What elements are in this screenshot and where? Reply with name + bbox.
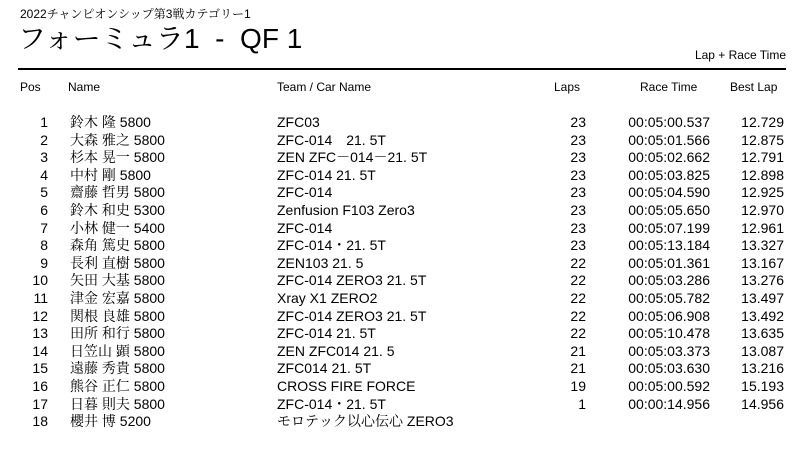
row-pos: 5 [40, 184, 48, 201]
table-row [0, 360, 800, 378]
row-name: 長利 直樹 5800 [70, 254, 165, 271]
col-header-pos: Pos [20, 80, 41, 94]
row-team: Xray X1 ZERO2 [277, 289, 378, 306]
row-race-time: 00:05:10.478 [628, 325, 710, 342]
row-best-lap: 12.791 [741, 149, 784, 166]
row-pos: 4 [40, 166, 48, 183]
event-subtitle: 2022チャンピオンシップ第3戦カテゴリー1 [20, 7, 251, 21]
row-laps: 23 [570, 131, 586, 148]
row-laps: 23 [570, 219, 586, 236]
row-race-time: 00:05:07.199 [628, 219, 710, 236]
row-team: ZFC-014 [277, 219, 333, 236]
row-best-lap: 12.898 [741, 166, 784, 183]
page-title: フォーミュラ1 - QF 1 [18, 23, 303, 54]
row-best-lap: 13.276 [741, 272, 784, 289]
row-team: CROSS FIRE FORCE [277, 377, 416, 394]
row-name: 日笠山 顕 5800 [70, 342, 165, 359]
row-best-lap: 13.216 [741, 360, 784, 377]
row-pos: 13 [32, 325, 48, 342]
row-pos: 2 [40, 131, 48, 148]
row-team: ZFC-014 21. 5T [277, 131, 386, 148]
row-pos: 14 [32, 342, 48, 359]
table-row [0, 167, 800, 185]
row-name: 矢田 大基 5800 [70, 272, 165, 289]
row-race-time: 00:05:05.782 [628, 289, 710, 306]
row-name: 遠藤 秀貴 5800 [70, 360, 165, 377]
col-header-laps: Laps [554, 80, 581, 94]
row-team: Zenfusion F103 Zero3 [277, 201, 415, 218]
row-laps: 22 [570, 307, 586, 324]
row-name: 大森 雅之 5800 [70, 131, 165, 148]
row-laps: 23 [570, 166, 586, 183]
table-row [0, 237, 800, 255]
row-name: 鈴木 隆 5800 [70, 114, 151, 130]
results-table [0, 114, 800, 431]
row-name: 小林 健一 5400 [70, 219, 165, 236]
row-race-time: 00:05:01.566 [628, 131, 710, 148]
row-laps: 23 [570, 149, 586, 166]
col-header-name: Name [68, 80, 101, 94]
col-header-team: Team / Car Name [277, 80, 372, 94]
row-name: 田所 和行 5800 [70, 325, 165, 342]
row-pos: 8 [40, 237, 48, 254]
row-team: ZFC-014・21. 5T [277, 395, 386, 412]
row-best-lap: 12.729 [741, 114, 784, 130]
row-pos: 17 [32, 395, 48, 412]
row-pos: 11 [33, 289, 48, 306]
table-row [0, 149, 800, 167]
row-laps: 22 [570, 254, 586, 271]
header-divider [18, 68, 786, 70]
row-race-time: 00:05:01.361 [628, 254, 710, 271]
table-row [0, 413, 800, 431]
row-laps: 23 [570, 237, 586, 254]
row-name: 中村 剛 5800 [70, 166, 151, 183]
table-row [0, 308, 800, 326]
row-race-time: 00:05:00.537 [628, 114, 710, 130]
table-row [0, 255, 800, 273]
row-laps: 23 [570, 201, 586, 218]
col-header-race-time: Race Time [640, 80, 698, 94]
row-race-time: 00:00:14.956 [628, 395, 710, 412]
table-row [0, 343, 800, 361]
row-name: 日暮 則夫 5800 [70, 395, 165, 412]
row-name: 津金 宏嘉 5800 [70, 289, 165, 306]
row-laps: 23 [570, 114, 586, 130]
row-team: ZEN ZFC014 21. 5 [277, 342, 395, 359]
table-row [0, 325, 800, 343]
row-pos: 9 [40, 254, 48, 271]
row-name: 熊谷 正仁 5800 [70, 377, 165, 394]
table-row [0, 114, 800, 132]
row-pos: 12 [32, 307, 48, 324]
row-laps: 22 [570, 272, 586, 289]
row-best-lap: 12.925 [741, 184, 784, 201]
row-best-lap: 12.970 [741, 201, 784, 218]
row-best-lap: 13.167 [741, 254, 784, 271]
row-team: ZFC-014 21. 5T [277, 166, 376, 183]
table-row [0, 290, 800, 308]
row-race-time: 00:05:13.184 [628, 237, 710, 254]
row-best-lap: 14.956 [741, 395, 784, 412]
row-name: 関根 良雄 5800 [70, 307, 165, 324]
row-laps: 23 [570, 184, 586, 201]
row-best-lap: 13.087 [741, 342, 784, 359]
row-race-time: 00:05:02.662 [628, 149, 710, 166]
row-race-time: 00:05:03.630 [628, 360, 710, 377]
row-team: ZFC03 [277, 114, 320, 130]
row-team: モロテック以心伝心 ZERO3 [277, 413, 454, 430]
row-team: ZEN ZFC－014－21. 5T [277, 149, 428, 166]
row-team: ZFC014 21. 5T [277, 360, 372, 377]
row-best-lap: 12.875 [741, 131, 784, 148]
row-laps: 21 [570, 342, 586, 359]
table-row [0, 396, 800, 414]
table-row [0, 272, 800, 290]
row-pos: 6 [40, 201, 48, 218]
row-laps: 1 [578, 395, 586, 412]
row-race-time: 00:05:03.373 [628, 342, 710, 359]
row-race-time: 00:05:00.592 [628, 377, 710, 394]
row-pos: 15 [32, 360, 48, 377]
row-race-time: 00:05:05.650 [628, 201, 710, 218]
row-race-time: 00:05:04.590 [628, 184, 710, 201]
row-laps: 22 [570, 289, 586, 306]
row-name: 齋藤 哲男 5800 [70, 184, 165, 201]
table-row [0, 220, 800, 238]
table-row [0, 378, 800, 396]
row-race-time: 00:05:03.286 [628, 272, 710, 289]
table-row [0, 132, 800, 150]
row-race-time: 00:05:06.908 [628, 307, 710, 324]
row-team: ZFC-014 ZERO3 21. 5T [277, 272, 427, 289]
row-best-lap: 12.961 [741, 219, 784, 236]
row-pos: 18 [32, 413, 48, 430]
view-mode-label: Lap + Race Time [694, 48, 786, 62]
col-header-best-lap: Best Lap [730, 80, 778, 94]
row-pos: 10 [32, 272, 48, 289]
row-best-lap: 13.497 [741, 289, 784, 306]
row-team: ZEN103 21. 5 [277, 254, 364, 271]
row-team: ZFC-014・21. 5T [277, 237, 386, 254]
row-laps: 19 [570, 377, 586, 394]
row-pos: 3 [40, 149, 48, 166]
row-name: 櫻井 博 5200 [70, 413, 151, 430]
row-name: 森角 篤史 5800 [70, 237, 165, 254]
row-team: ZFC-014 21. 5T [277, 325, 376, 342]
row-pos: 7 [40, 219, 48, 236]
row-best-lap: 13.327 [741, 237, 784, 254]
row-team: ZFC-014 [277, 184, 333, 201]
row-laps: 22 [570, 325, 586, 342]
row-best-lap: 13.492 [741, 307, 784, 324]
table-row [0, 184, 800, 202]
row-team: ZFC-014 ZERO3 21. 5T [277, 307, 427, 324]
row-best-lap: 13.635 [741, 325, 784, 342]
table-row [0, 202, 800, 220]
row-race-time: 00:05:03.825 [628, 166, 710, 183]
row-pos: 16 [32, 377, 48, 394]
row-pos: 1 [40, 114, 48, 130]
row-name: 杉本 晃一 5800 [70, 149, 165, 166]
row-best-lap: 15.193 [741, 377, 784, 394]
row-laps: 21 [570, 360, 586, 377]
row-name: 鈴木 和史 5300 [70, 201, 165, 218]
